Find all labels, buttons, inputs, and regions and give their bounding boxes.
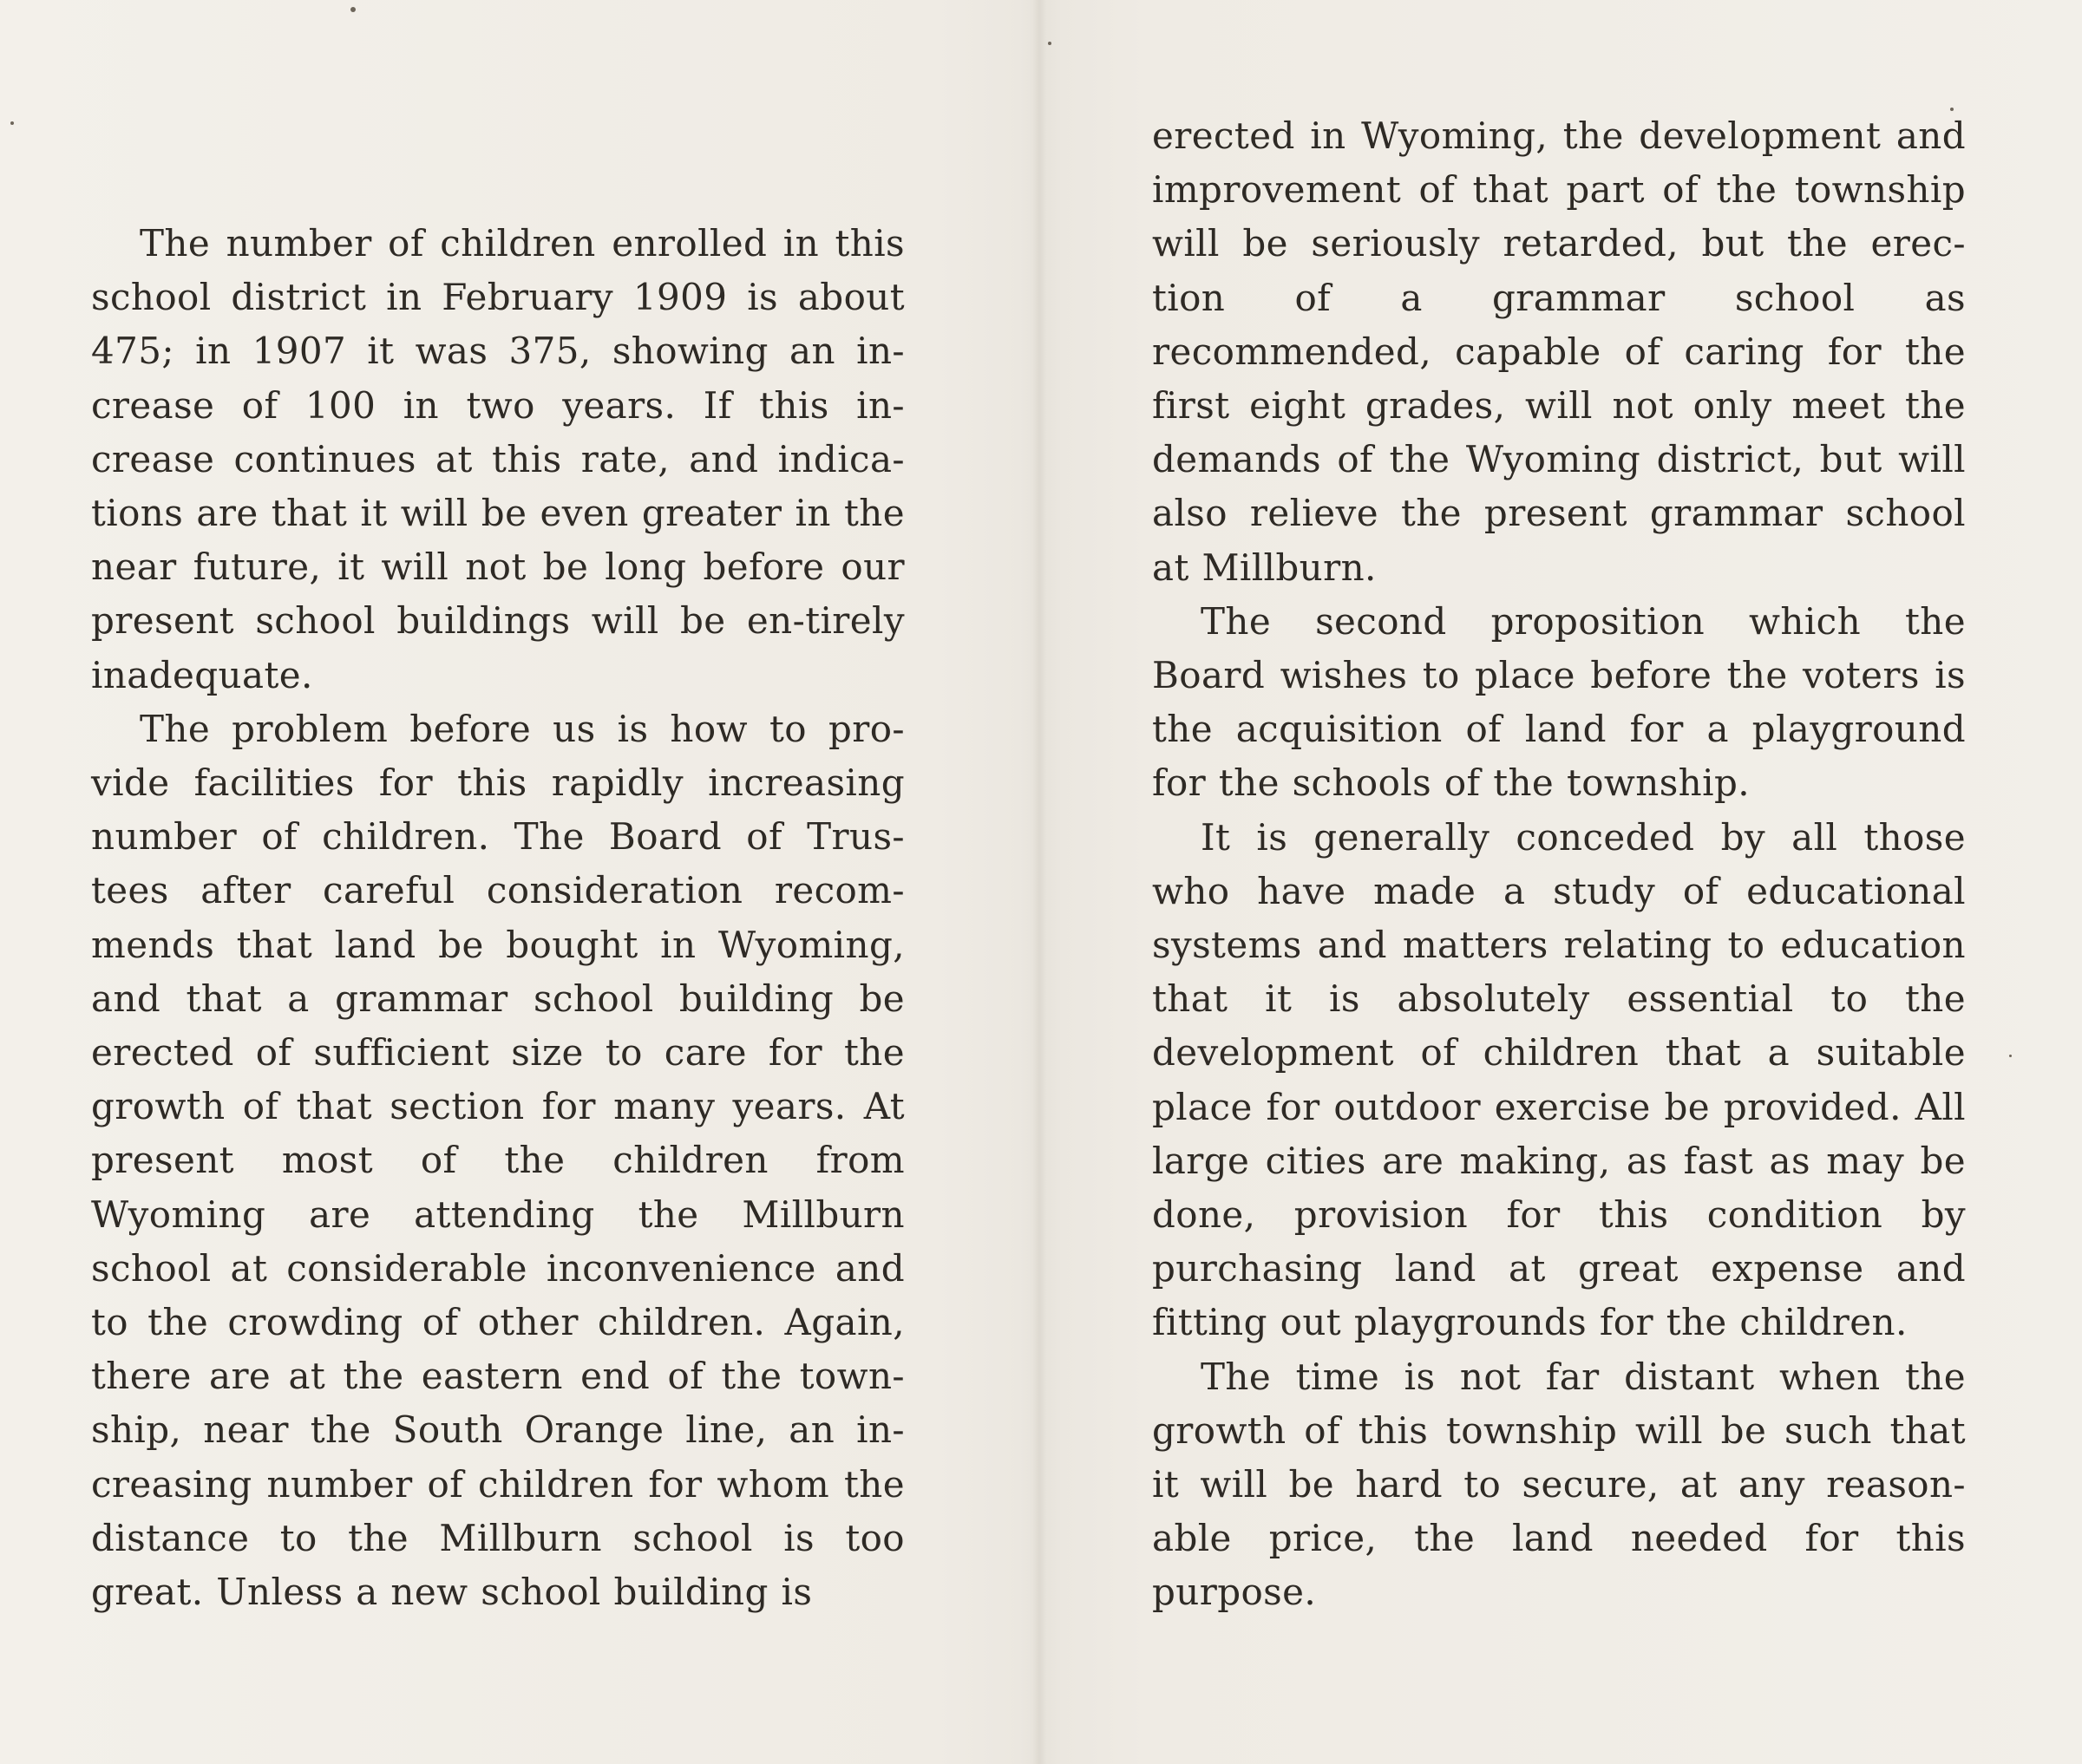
paragraph-wyoming-continuation: erected in Wyoming, the development and improvement of that part of the township will be seriously retarded, but the erec-tion of a grammar school as recommended, capable of caring for the first eight grades, will not only meet the demands of the Wyoming district, but will also relieve the present grammar school at Millburn. — [1152, 114, 1966, 589]
right-column — [1152, 109, 1966, 1620]
paragraph-enrollment: The number of children enrolled in this school district in February 1909 is about 475; in 1907 it was 375, showing an in-crease of 100 in two years. If this in-crease continues at this rate, and indica-tions are that it will be even greater in the near future, it will not be long before our present school buildings will be en-tirely inadequate. — [91, 222, 905, 696]
center-fold — [1032, 0, 1046, 1764]
paper-speck — [2009, 1055, 2012, 1057]
paragraph-second-proposition: The second proposition which the Board wishes to place before the voters is the acquisition of land for a playground for the schools of the township. — [1152, 599, 1966, 805]
paragraph-future-land: The time is not far distant when the growth of this township will be such that it will be hard to secure, at any reason-able price, the land needed for this purpose. — [1152, 1355, 1966, 1614]
paper-speck — [10, 121, 14, 125]
left-column — [91, 217, 905, 1619]
paper-speck — [350, 7, 356, 12]
paper-speck — [1048, 42, 1051, 45]
paragraph-outdoor-exercise: It is generally conceded by all those who have made a study of educational systems and matters relating to education that it is absolutely essential to the development of children that a suitable place for outdoor exercise be provided. All large cities are making, as fast as may be done, provision for this condition by purchasing land at great expense and fitting out playgrounds for the children. — [1152, 815, 1966, 1344]
paragraph-facilities-problem: The problem before us is how to pro-vide facilities for this rapidly increasing number of children. The Board of Trus-tees after careful consideration recom-mends that land be bought in Wyoming, and that a grammar school building be erected of sufficient size to care for the growth of that section for many years. At present most of the children from Wyoming are attending the Millburn school at considerable inconvenience and to the crowding of other children. Again, there are at the eastern end of the town-ship, near the South Orange line, an in-creasing number of children for whom the distance to the Millburn school is too great. Unless a new school building is — [91, 707, 905, 1614]
